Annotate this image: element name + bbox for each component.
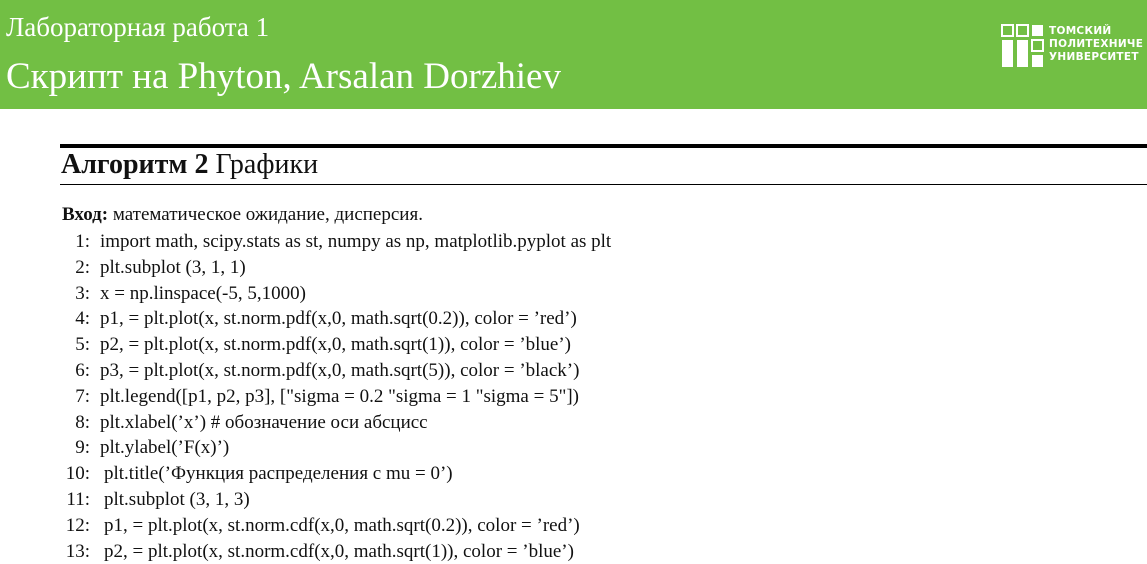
algorithm-code-listing <box>0 229 1147 564</box>
code-line <box>0 281 1147 307</box>
line-number: 12: <box>65 514 90 536</box>
line-number: 10: <box>65 463 90 485</box>
script-title: Скрипт на Phyton, Arsalan Dorzhiev <box>6 56 561 97</box>
line-number: 3: <box>75 282 90 304</box>
code-line <box>0 435 1147 461</box>
code-line <box>0 306 1147 332</box>
lab-title: Лабораторная работа 1 <box>6 12 270 42</box>
code-line <box>0 229 1147 255</box>
code-line <box>0 410 1147 436</box>
line-code: p2, = plt.plot(x, st.norm.cdf(x,0, math.sqrt(1)), color = ’blue’) <box>104 540 574 562</box>
line-code: p1, = plt.plot(x, st.norm.pdf(x,0, math.sqrt(0.2)), color = ’red’) <box>100 308 577 330</box>
code-line <box>0 539 1147 564</box>
university-name-line-1: ТОМСКИЙ <box>1049 25 1112 37</box>
code-line <box>0 332 1147 358</box>
title-banner <box>0 0 1147 109</box>
line-code: plt.subplot (3, 1, 3) <box>104 488 250 510</box>
line-code: p2, = plt.plot(x, st.norm.pdf(x,0, math.sqrt(1)), color = ’blue’) <box>100 334 572 356</box>
line-number: 8: <box>75 411 90 433</box>
university-logo <box>1001 22 1147 70</box>
line-code: plt.title(’Функция распределения с mu = 0’) <box>104 463 453 485</box>
code-line <box>0 513 1147 539</box>
university-name-line-3: УНИВЕРСИТЕТ <box>1049 51 1139 63</box>
code-line <box>0 358 1147 384</box>
code-line <box>0 384 1147 410</box>
algorithm-top-rule <box>60 144 1147 148</box>
line-code: plt.ylabel(’F(x)’) <box>100 437 230 459</box>
line-number: 4: <box>75 308 90 330</box>
code-line <box>0 461 1147 487</box>
algorithm-input <box>62 203 423 227</box>
university-name <box>1049 25 1143 64</box>
line-code: plt.subplot (3, 1, 1) <box>100 256 246 278</box>
line-number: 2: <box>75 256 90 278</box>
line-number: 7: <box>75 385 90 407</box>
algorithm-heading-rule <box>60 184 1147 185</box>
line-number: 5: <box>75 334 90 356</box>
line-number: 1: <box>75 231 90 252</box>
line-number: 6: <box>75 359 90 381</box>
university-name-line-2: ПОЛИТЕХНИЧЕ <box>1049 38 1144 50</box>
line-code: import math, scipy.stats as st, numpy as np, matplotlib.pyplot as plt <box>100 231 612 252</box>
input-label: Вход: <box>62 204 109 225</box>
line-number: 13: <box>65 540 90 562</box>
input-text: математическое ожидание, дисперсия. <box>112 204 423 225</box>
line-code: plt.legend([p1, p2, p3], ["sigma = 0.2 "sigma = 1 "sigma = 5"]) <box>100 385 579 407</box>
algorithm-heading <box>61 149 318 181</box>
algorithm-label: Алгоритм 2 <box>61 149 209 180</box>
line-code: x = np.linspace(-5, 5,1000) <box>100 282 306 304</box>
algorithm-name: Графики <box>215 149 319 180</box>
code-line <box>0 255 1147 281</box>
university-logo-icon <box>1001 24 1045 68</box>
line-number: 11: <box>66 488 90 510</box>
code-line <box>0 487 1147 513</box>
line-code: p1, = plt.plot(x, st.norm.cdf(x,0, math.sqrt(0.2)), color = ’red’) <box>104 514 580 536</box>
line-code: p3, = plt.plot(x, st.norm.pdf(x,0, math.sqrt(5)), color = ’black’) <box>100 359 580 381</box>
line-code: plt.xlabel(’x’) # обозначение оси абсцисс <box>100 411 428 433</box>
line-number: 9: <box>75 437 90 459</box>
